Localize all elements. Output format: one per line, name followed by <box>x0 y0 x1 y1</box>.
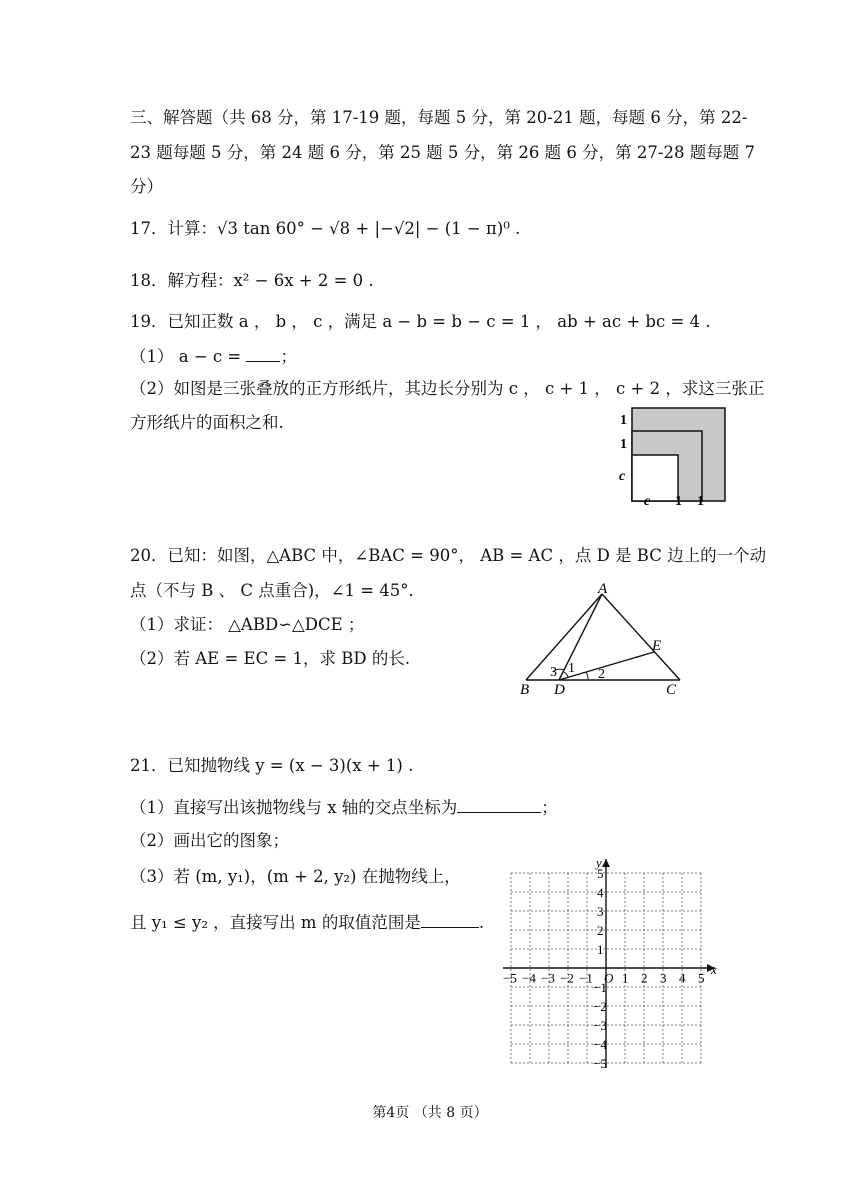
origin-label: O <box>604 970 614 986</box>
page-footer: 第4页 （共 8 页） <box>372 1105 488 1121</box>
y-tick-label: 3 <box>597 904 604 919</box>
angle-2-arc <box>586 672 588 680</box>
bottom-label-1: c <box>644 494 651 509</box>
q21-p4-text: 且 y₁ ≤ y₂ ，直接写出 m 的取值范围是 <box>130 913 421 932</box>
section-heading-line-3: 分） <box>130 177 163 196</box>
segment-ab <box>526 594 602 680</box>
x-tick-label: 4 <box>679 970 686 986</box>
x-tick-label: 5 <box>698 970 705 986</box>
y-tick-label: 2 <box>597 923 604 938</box>
question-19-stem: 19．已知正数 a ， b ， c ，满足 a − b = b − c = 1 ， ab + ac + bc = 4 . <box>130 312 711 331</box>
label-a: A <box>598 581 608 597</box>
q21-p4-tail: . <box>478 913 485 932</box>
segment-ad <box>559 594 602 680</box>
left-label-2: 1 <box>620 437 627 452</box>
question-17: 17．计算：√3 tan 60° − √8 + |−√2| − (1 − π)⁰ . <box>130 219 521 238</box>
x-tick-label: −3 <box>541 970 555 986</box>
y-tick-label: −4 <box>593 1037 607 1052</box>
question-19-part-1 <box>130 346 297 368</box>
question-21-stem: 21．已知抛物线 y = (x − 3)(x + 1) . <box>130 756 414 775</box>
x-tick-label: 3 <box>660 970 667 986</box>
left-label-3: c <box>619 469 626 484</box>
question-20-part-1: （1）求证： △ABD∽△DCE ； <box>130 615 365 634</box>
question-19-part-2-line-2: 方形纸片的面积之和. <box>130 413 284 432</box>
bottom-label-3: 1 <box>697 494 704 509</box>
x-tick-label: 1 <box>622 970 629 986</box>
x-axis-label: x <box>711 962 717 977</box>
q21-p1-text: （1）直接写出该抛物线与 x 轴的交点坐标为 <box>130 798 458 817</box>
question-21-part-3-cont <box>130 912 484 934</box>
question-20-part-2: （2）若 AE = EC = 1，求 BD 的长. <box>130 649 411 668</box>
label-angle-1: 1 <box>568 661 575 676</box>
answer-blank <box>421 913 479 928</box>
bottom-label-2: 1 <box>675 494 682 509</box>
left-label-1: 1 <box>620 413 627 428</box>
y-tick-label: −3 <box>593 1018 607 1033</box>
stacked-squares-figure <box>610 398 730 510</box>
question-20-stem-line-2: 点（不与 B 、 C 点重合)，∠1 = 45°． <box>130 581 426 600</box>
coordinate-grid <box>500 836 730 1068</box>
q21-p1-tail: ； <box>541 798 558 817</box>
question-18: 18．解方程：x² − 6x + 2 = 0 . <box>130 271 374 290</box>
q19-p1-text: （1） a − c = <box>130 347 247 366</box>
question-20-stem-line-1: 20．已知：如图，△ABC 中，∠BAC = 90°， AB = AC ，点 D 是 BC 边上的一个动 <box>130 546 767 565</box>
y-tick-label: −5 <box>593 1056 607 1068</box>
y-tick-label: −2 <box>593 999 607 1014</box>
x-tick-label: −5 <box>503 970 517 986</box>
x-tick-label: 2 <box>641 970 648 986</box>
x-tick-label: −1 <box>579 970 593 986</box>
question-21-part-3: （3）若 (m, y₁)，(m + 2, y₂) 在抛物线上， <box>130 867 461 886</box>
answer-blank <box>246 347 280 362</box>
y-tick-label: 5 <box>597 866 604 881</box>
label-angle-3: 3 <box>550 665 557 680</box>
label-e: E <box>652 638 662 654</box>
x-tick-label: −2 <box>560 970 574 986</box>
label-angle-2: 2 <box>598 667 605 682</box>
y-tick-label: 1 <box>597 942 604 957</box>
y-tick-label: 4 <box>597 885 604 900</box>
section-heading-line-1: 三、解答题（共 68 分，第 17-19 题，每题 5 分，第 20-21 题，每题 6 分，第 22- <box>130 108 748 127</box>
x-tick-label: −4 <box>522 970 536 986</box>
q19-p1-tail: ； <box>280 347 297 366</box>
label-d: D <box>554 682 565 698</box>
segment-ac <box>602 594 680 680</box>
y-tick-label: −1 <box>593 980 607 995</box>
question-19-part-2-line-1: （2）如图是三张叠放的正方形纸片，其边长分别为 c ， c + 1 ， c + 2 ，求这三张正 <box>130 379 765 398</box>
label-c: C <box>666 682 677 698</box>
square-small <box>632 455 678 501</box>
triangle-figure <box>512 580 692 698</box>
answer-blank <box>457 798 541 813</box>
y-axis-label: y <box>596 855 602 870</box>
question-21-part-2: （2）画出它的图象； <box>130 831 289 850</box>
question-21-part-1 <box>130 797 558 819</box>
label-b: B <box>520 682 530 698</box>
section-heading-line-2: 23 题每题 5 分，第 24 题 6 分，第 25 题 5 分，第 26 题 6 分，第 27-28 题每题 7 <box>130 143 755 162</box>
